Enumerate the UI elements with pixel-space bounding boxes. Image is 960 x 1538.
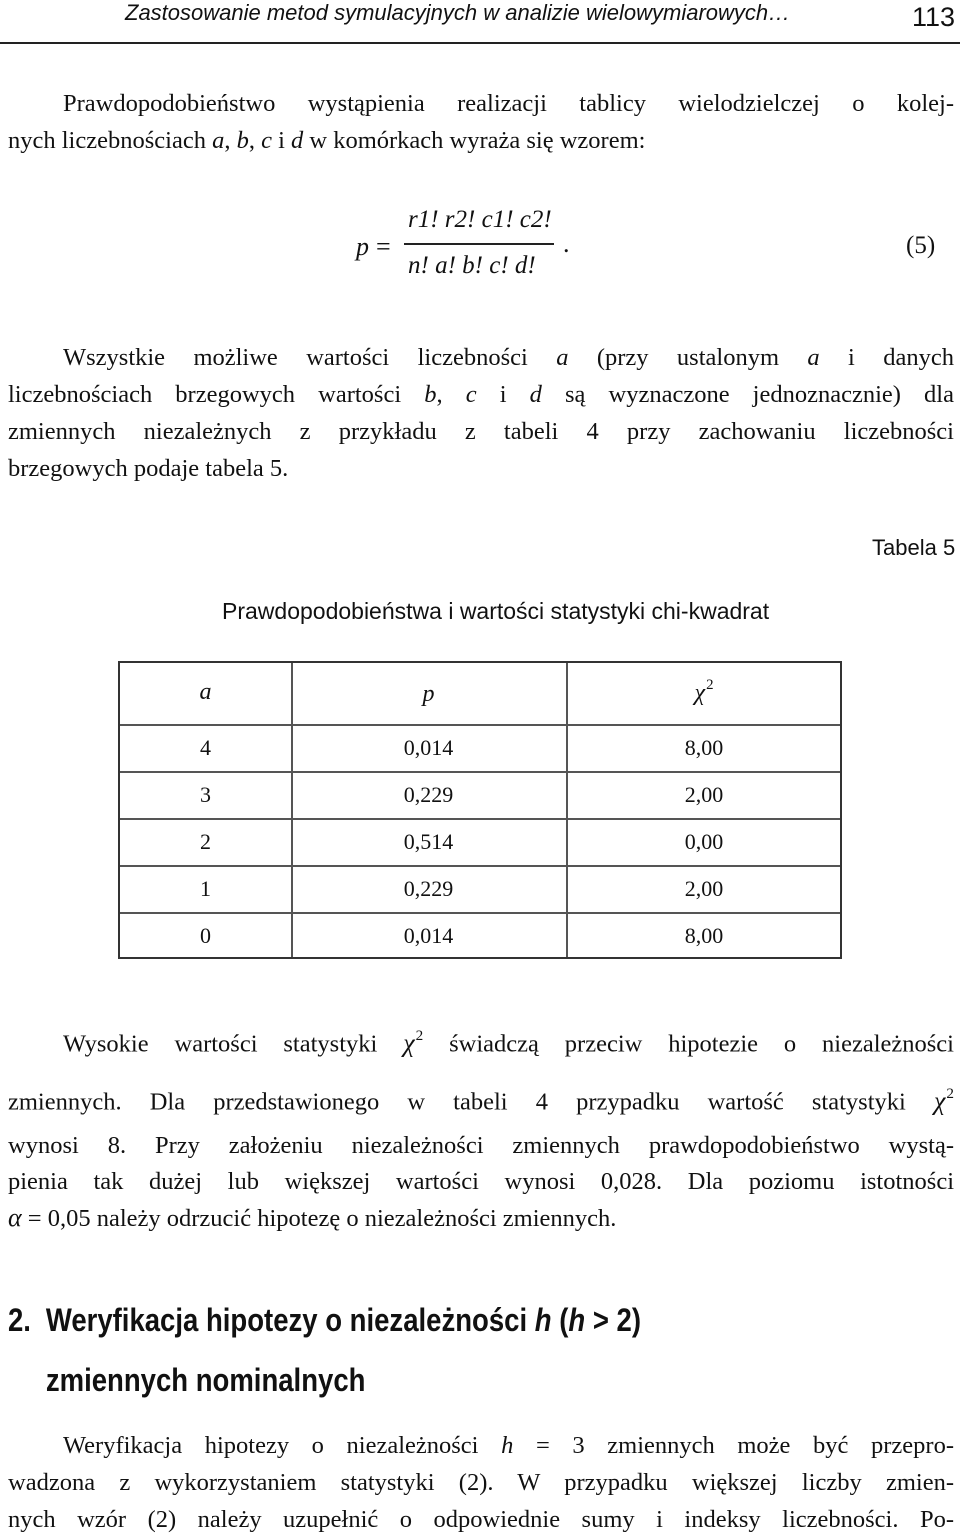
table-cell-a: 0	[200, 923, 211, 948]
sep: ,	[224, 127, 237, 154]
paragraph-4	[8, 1427, 954, 1538]
chi-symbol: χ	[403, 1028, 415, 1058]
chi-symbol: χ	[694, 680, 706, 707]
p2-line-2	[8, 376, 954, 413]
paragraph-2	[8, 339, 954, 487]
table-cell-a: 3	[200, 782, 211, 807]
section-title-line-2: zmiennych nominalnych	[45, 1362, 366, 1398]
table-row-divider	[120, 771, 840, 773]
table-row-divider	[120, 912, 840, 914]
p3-line-2	[8, 1069, 954, 1127]
text: są wyznaczone jednoznacznie) dla	[541, 381, 954, 408]
table-cell-p: 0,514	[403, 829, 454, 854]
intro-text: nych liczebnościach	[8, 127, 213, 154]
p3-line-5	[8, 1200, 954, 1237]
table-cell-p: 0,229	[403, 876, 454, 901]
section-heading	[8, 1290, 641, 1410]
table-cell-a: 4	[200, 735, 211, 760]
p2-line-4: brzegowych podaje tabela 5.	[8, 455, 289, 482]
var-c: c	[261, 127, 272, 154]
text: świadczą przeciw hipotezie o niezależności	[423, 1030, 954, 1058]
var-d: d	[291, 127, 304, 154]
var-d: d	[529, 381, 542, 408]
alpha-symbol: α	[8, 1202, 22, 1232]
table-cell-chi2: 0,00	[684, 829, 724, 854]
equation-number: (5)	[906, 232, 936, 259]
formula-denominator: n! a! b! c! d!	[408, 252, 536, 279]
text: ,	[436, 381, 466, 408]
section-title-text: (	[551, 1302, 569, 1338]
superscript-2: 2	[706, 677, 714, 693]
table-label: Tabela 5	[872, 535, 956, 560]
table-row-divider	[120, 865, 840, 867]
table-header-chi2	[566, 677, 842, 707]
p4-line-3: nych wzór (2) należy uzupełnić o odpowiednie sumy i indeksy liczebności. Po-	[8, 1506, 954, 1533]
text: liczebnościach brzegowych wartości	[8, 381, 425, 408]
formula-dot: .	[563, 229, 570, 258]
table-cell-chi2: 2,00	[684, 876, 724, 901]
table-cell-chi2: 8,00	[684, 735, 724, 760]
intro-line-1: Prawdopodobieństwo wystąpienia realizacji tablicy wielodzielczej o kolej-	[63, 90, 954, 117]
p4-line-1	[8, 1427, 954, 1464]
table-title: Prawdopodobieństwa i wartości statystyki chi-kwadrat	[222, 598, 770, 624]
var-h: h	[534, 1302, 552, 1338]
paragraph-3	[8, 1011, 954, 1237]
formula-lhs: p	[356, 232, 369, 261]
p3-line-1	[8, 1011, 954, 1069]
table-5	[118, 661, 842, 959]
formula-numerator: r1! r2! c1! c2!	[408, 206, 552, 233]
table-row-divider	[120, 724, 840, 726]
text: i danych	[819, 344, 954, 371]
superscript-2: 2	[946, 1085, 954, 1103]
var-a: a	[807, 344, 820, 371]
intro-text: w komórkach wyraża się wzorem:	[303, 127, 646, 154]
var-a: a	[212, 127, 225, 154]
table-cell-a: 2	[200, 829, 211, 854]
var-b: b	[424, 381, 437, 408]
text: Wysokie wartości statystyki	[63, 1030, 404, 1058]
p2-line-1	[8, 339, 954, 376]
fraction-bar	[404, 243, 554, 245]
var-c: c	[465, 381, 477, 408]
intro-paragraph	[8, 85, 954, 159]
text: zmiennych. Dla przedstawionego w tabeli 4 przypadku wartość statystyki	[8, 1088, 934, 1116]
table-cell-p: 0,229	[403, 782, 454, 807]
table-header-a: a	[199, 679, 212, 705]
var-h: h	[501, 1432, 514, 1459]
section-title-text: Weryfikacja hipotezy o niezależności	[45, 1302, 535, 1338]
p3-line-3: wynosi 8. Przy założeniu niezależności zmiennych prawdopodobieństwo wystą-	[8, 1131, 954, 1159]
table-cell-p: 0,014	[403, 735, 454, 760]
table-row-divider	[120, 818, 840, 820]
text: = 3 zmiennych może być przepro-	[513, 1432, 954, 1459]
text: i	[476, 381, 530, 408]
superscript-2: 2	[415, 1027, 424, 1044]
sep: ,	[248, 127, 262, 154]
intro-line-2	[8, 122, 954, 159]
p3-line-4: pienia tak dużej lub większej wartości wynosi 0,028. Dla poziomu istotności	[8, 1167, 954, 1195]
header-rule	[0, 42, 960, 44]
table-cell-chi2: 2,00	[684, 782, 724, 807]
p4-line-2: wadzona z wykorzystaniem statystyki (2). W przypadku większej liczby zmien-	[8, 1469, 954, 1496]
text: (przy ustalonym	[568, 344, 808, 371]
text: = 0,05 należy odrzucić hipotezę o niezależności zmiennych.	[21, 1204, 617, 1232]
chi-symbol: χ	[933, 1086, 946, 1116]
p2-line-3: zmiennych niezależnych z przykładu z tabeli 4 przy zachowaniu liczebności	[8, 418, 954, 445]
text: Wszystkie możliwe wartości liczebności	[63, 344, 557, 371]
table-cell-a: 1	[200, 876, 211, 901]
section-number: 2.	[8, 1302, 31, 1338]
formula-equals: =	[376, 232, 391, 261]
section-title-text: > 2)	[585, 1302, 642, 1338]
text: Weryfikacja hipotezy o niezależności	[63, 1432, 502, 1459]
table-header-p: p	[422, 681, 435, 707]
running-header-title: Zastosowanie metod symulacyjnych w analizie wielowymiarowych…	[125, 0, 791, 25]
table-cell-chi2: 8,00	[684, 923, 724, 948]
var-b: b	[236, 127, 249, 154]
table-cell-p: 0,014	[403, 923, 454, 948]
page-number: 113	[912, 2, 956, 32]
var-a: a	[556, 344, 569, 371]
conj: i	[271, 127, 292, 154]
var-h: h	[568, 1302, 586, 1338]
